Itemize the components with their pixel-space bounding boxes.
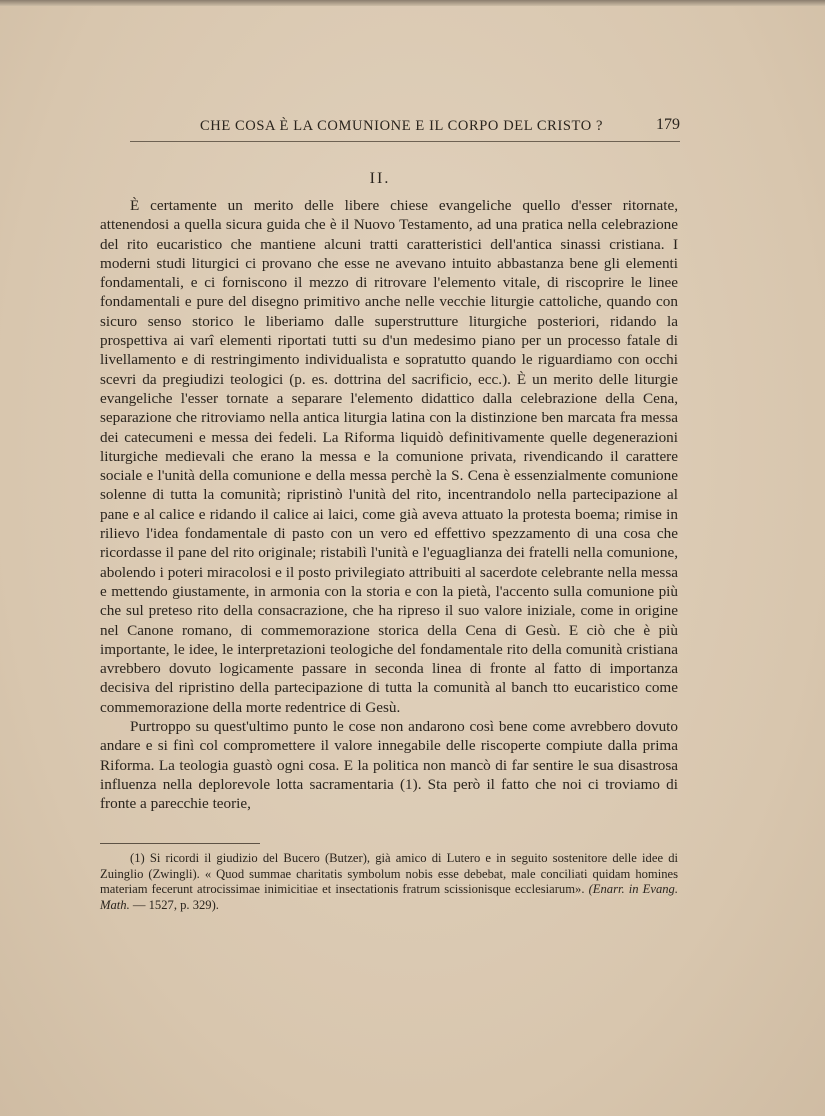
footnote-paragraph [100, 851, 678, 913]
footnote [100, 851, 678, 913]
header-rule [130, 141, 680, 142]
paragraph: Purtroppo su quest'ultimo punto le cose non andarono così bene come avrebbero dovuto andare e si finì col compromettere il valore innegabile delle riscoperte compiute dalla prima Riforma. La teologia guastò ogni cosa. E la politica non mancò di far sentire le sua disastrosa influenza nella deplorevole lotta sacramentaria (1). Sta però il fatto che noi ci troviamo di fronte a parecchie teorie, [100, 718, 678, 813]
footnote-citation: (Enarr. in Evang. Math. [100, 882, 678, 912]
page-number: 179 [656, 116, 680, 133]
main-text [100, 196, 678, 814]
paragraph: È certamente un merito delle libere chiese evangeliche quello d'esser ritornate, attenendosi a quella sicura guida che è il Nuovo Testamento, ad una pratica nella celebrazione del rito eucaristico che mantiene alcuni tratti caratteristici dell'antica sinassi cristiana. I moderni studi liturgici ci provano che esse ne avevano intuito abbastanza bene gli elementi fondamentali, e ci forniscono il mezzo di ritrovare l'elemento vitale, di riscoprire le linee fondamentali e pure del disegno primitivo anche nelle vecchie liturgie cattoliche, quando con sicuro senso storico le liberiamo dalle superstrutture liturgiche posteriori, ridando la prospettiva ai varî elementi riportati tutti su d'un medesimo piano per un processo fatale di livellamento e di restringimento individualista e sopratutto quando le riguardiamo con occhi scevri da pregiudizi teologici (p. es. dottrina del sacrificio, ecc.). È un merito delle liturgie evangeliche l'esser tornate a separare l'elemento didattico dalla celebrazione della Cena, separazione che ritroviamo nella antica liturgia latina con la distinzione ben marcata fra messa dei catecumeni e messa dei fedeli. La Riforma liquidò definitivamente quelle degenerazioni liturgiche medievali che erano la messa e la comunione privata, rivendicando il carattere sociale e l'unità della comunione e della messa perchè la S. Cena è essenzialmente comunione solenne di tutta la comunità; ripristinò l'unità del rito, incentrandolo nella partecipazione al pane e al calice e ridando il calice ai laici, come già aveva attuato la protesta boema; rimise in rilievo l'idea fondamentale di pasto con un vero ed effettivo spezzamento di una cosa che ricordasse il pane del rito originale; ristabilì l'unità e l'eguaglianza dei fratelli nella comunione, abolendo i poteri miracolosi e il posto privilegiato attribuiti al sacerdote celebrante nella messa e mettendo giustamente, in armonia con la storia e con la pietà, l'accento sulla comunione più che sul preteso rito della consacrazione, che ha ripreso il suo valore iniziale, come in origine nel Canone romano, di commemorazione storica della Cena di Gesù. E ciò che è più importante, le idee, le interpretazioni teologiche del fondamentale rito della comunità cristiana avrebbero dovuto logicamente passare in seconda linea di fronte al fatto di importanza decisiva del ripristino della partecipazione di tutta la comunità al banch tto eucaristico come commemorazione della morte redentrice di Gesù. [100, 197, 678, 716]
footnote-rule [100, 843, 260, 844]
footnote-tail: — 1527, p. 329). [129, 897, 219, 912]
running-head-title: CHE COSA È LA COMUNIONE E IL CORPO DEL CRISTO ? [200, 118, 604, 134]
page-top-edge [0, 0, 825, 6]
section-number: II. [369, 170, 391, 187]
footnote-text: (1) Si ricordi il giudizio del Bucero (Butzer), già amico di Lutero e in seguito sostenitore delle idee di Zuinglio (Zwingli). « Quod summae charitatis symbolum nobis esse debebat, male conciliati quidam homines materiam fecerunt atrocissimae inimicitiae et insectationis fratrum scissionisque ecclesiarum». [100, 851, 678, 897]
